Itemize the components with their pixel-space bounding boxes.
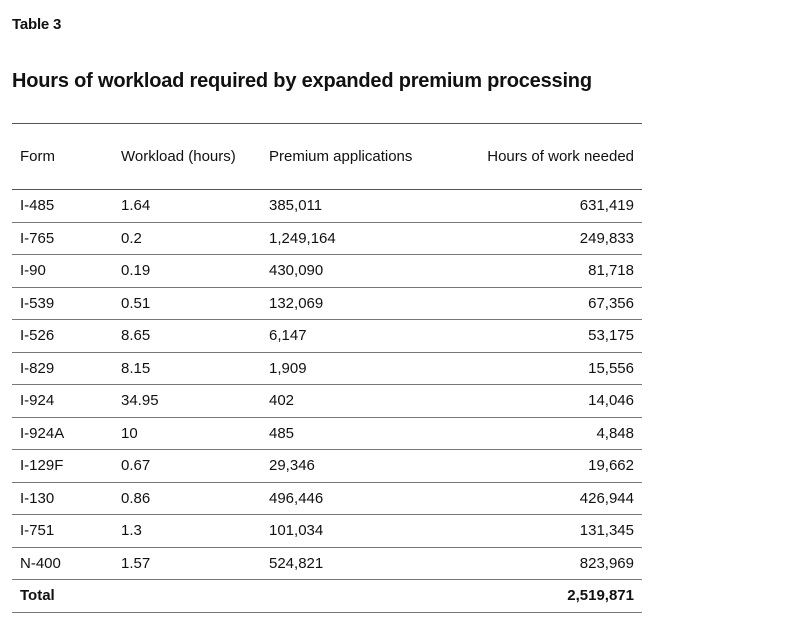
table-row xyxy=(12,515,642,548)
table-row xyxy=(12,255,642,288)
header-row xyxy=(12,124,642,190)
workload-cell: 34.95 xyxy=(121,392,159,410)
total-row xyxy=(12,580,642,613)
table-row xyxy=(12,190,642,223)
table-row xyxy=(12,287,642,320)
premium-applications-cell: 430,090 xyxy=(269,262,324,280)
form-cell: I-90 xyxy=(20,262,46,280)
form-cell: I-829 xyxy=(20,359,55,377)
hours-needed-cell: 15,556 xyxy=(588,359,634,377)
form-cell: I-751 xyxy=(20,522,55,540)
workload-cell: 1.3 xyxy=(121,522,142,540)
premium-applications-cell: 496,446 xyxy=(269,489,324,507)
form-cell: I-526 xyxy=(20,327,55,345)
column-header-form: Form xyxy=(20,148,55,165)
total-applications-empty xyxy=(261,580,460,613)
table-title: Hours of workload required by expanded premium processing xyxy=(12,70,592,92)
premium-applications-cell: 385,011 xyxy=(269,197,323,215)
table-row xyxy=(12,450,642,483)
premium-applications-cell: 6,147 xyxy=(269,327,307,345)
workload-cell: 0.67 xyxy=(121,457,151,475)
premium-applications-cell: 402 xyxy=(269,392,295,410)
workload-cell: 0.51 xyxy=(121,294,151,312)
premium-applications-cell: 524,821 xyxy=(269,554,324,572)
workload-cell: 0.19 xyxy=(121,262,151,280)
total-workload-empty xyxy=(113,580,261,613)
hours-needed-cell: 4,848 xyxy=(596,424,634,442)
premium-applications-cell: 1,249,164 xyxy=(269,229,336,247)
table-row xyxy=(12,222,642,255)
hours-needed-cell: 631,419 xyxy=(579,197,634,215)
form-cell: I-924 xyxy=(20,392,55,410)
form-cell: N-400 xyxy=(20,554,61,572)
form-cell: I-924A xyxy=(20,424,65,442)
form-cell: I-765 xyxy=(20,229,55,247)
table-header xyxy=(12,124,642,190)
workload-cell: 1.57 xyxy=(121,554,151,572)
table-body xyxy=(12,190,642,613)
column-header-hours-needed: Hours of work needed xyxy=(487,148,634,165)
hours-needed-cell: 823,969 xyxy=(579,554,634,572)
table-number-label: Table 3 xyxy=(12,16,62,33)
workload-cell: 0.86 xyxy=(121,489,151,507)
premium-applications-cell: 1,909 xyxy=(269,359,307,377)
hours-needed-cell: 81,718 xyxy=(588,262,634,280)
hours-needed-cell: 249,833 xyxy=(579,229,634,247)
workload-cell: 8.15 xyxy=(121,359,151,377)
hours-needed-cell: 67,356 xyxy=(588,294,634,312)
premium-applications-cell: 29,346 xyxy=(269,457,315,475)
hours-needed-cell: 53,175 xyxy=(588,327,634,345)
workload-cell: 0.2 xyxy=(121,229,142,247)
hours-needed-cell: 131,345 xyxy=(579,522,634,540)
premium-applications-cell: 101,034 xyxy=(269,522,324,540)
hours-needed-cell: 19,662 xyxy=(588,457,634,475)
premium-applications-cell: 485 xyxy=(269,424,295,442)
table-row xyxy=(12,385,642,418)
table-row xyxy=(12,482,642,515)
column-header-workload: Workload (hours) xyxy=(121,148,236,165)
table-row xyxy=(12,547,642,580)
hours-needed-cell: 14,046 xyxy=(588,392,634,410)
table-row xyxy=(12,320,642,353)
form-cell: I-130 xyxy=(20,489,55,507)
workload-table xyxy=(12,123,642,613)
form-cell: I-485 xyxy=(20,197,55,215)
total-label: Total xyxy=(20,587,55,605)
form-cell: I-129F xyxy=(20,457,64,475)
table-row xyxy=(12,417,642,450)
table-row xyxy=(12,352,642,385)
form-cell: I-539 xyxy=(20,294,55,312)
hours-needed-cell: 426,944 xyxy=(579,489,634,507)
total-hours-value: 2,519,871 xyxy=(567,587,634,605)
workload-cell: 8.65 xyxy=(121,327,151,345)
premium-applications-cell: 132,069 xyxy=(269,294,324,312)
workload-cell: 1.64 xyxy=(121,197,151,215)
workload-cell: 10 xyxy=(121,424,138,442)
column-header-premium-applications: Premium applications xyxy=(269,148,413,165)
